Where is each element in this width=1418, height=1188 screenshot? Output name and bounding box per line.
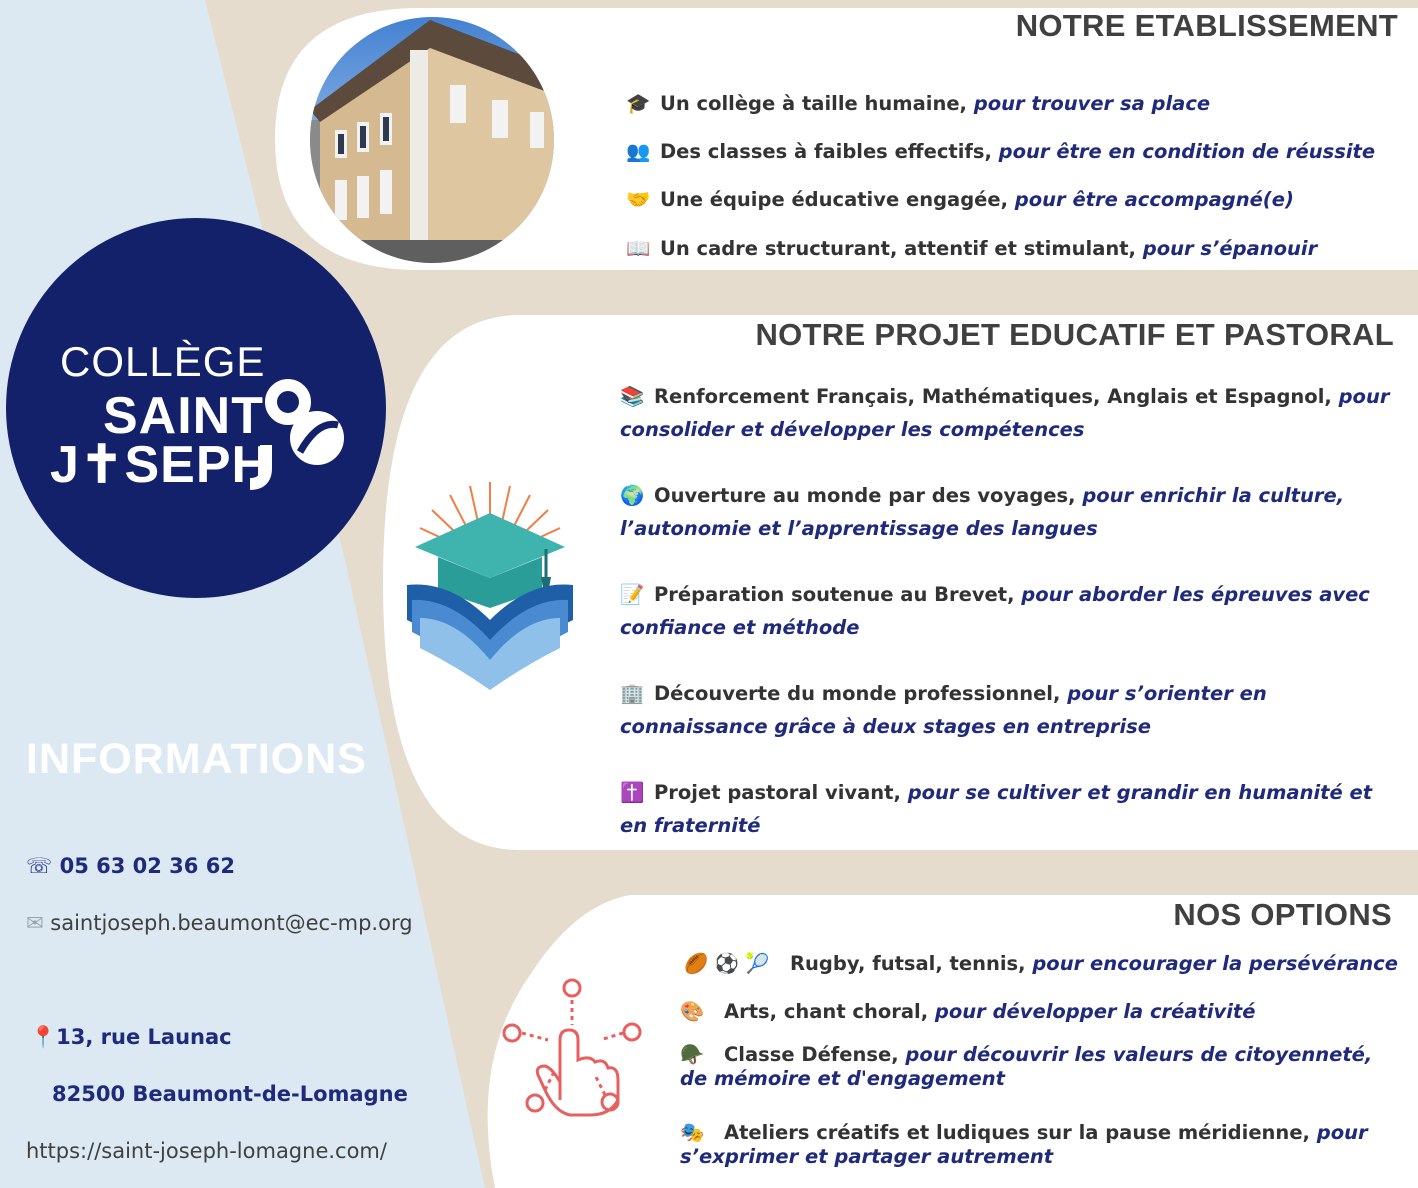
section-title-etablissement: NOTRE ETABLISSEMENT <box>1015 8 1398 43</box>
sports-balls-icon: 🏉 ⚽ 🎾 <box>684 952 770 975</box>
office-building-icon: 🏢 <box>620 682 645 705</box>
cross-icon: ✝️ <box>620 781 645 804</box>
address-line-1: 📍13, rue Launac <box>30 1025 232 1049</box>
list-item: 🏢 Découverte du monde professionnel, pour s’orienter en connaissance grâce à deux stages en entreprise <box>620 677 1400 743</box>
informations-title: INFORMATIONS <box>26 735 367 783</box>
logo-saint-text: SAINT <box>103 387 264 445</box>
phone-icon: ☏ <box>26 854 60 878</box>
list-item: 🏉 ⚽ 🎾 Rugby, futsal, tennis, pour encourager la persévérance <box>684 947 1404 980</box>
list-item: 📚 Renforcement Français, Mathématiques, Anglais et Espagnol, pour consolider et développer les compétences <box>620 380 1400 446</box>
section-title-options: NOS OPTIONS <box>1173 897 1392 932</box>
list-item: 🎭 Ateliers créatifs et ludiques sur la pause méridienne, pour s’exprimer et partager autrement <box>680 1121 1368 1168</box>
envelope-icon: ✉ <box>26 911 51 935</box>
list-item: 📝 Préparation soutenue au Brevet, pour aborder les épreuves avec confiance et méthode <box>620 578 1400 644</box>
list-item: 👥 Des classes à faibles effectifs, pour être en condition de réussite <box>626 135 1406 168</box>
website-link[interactable]: https://saint-joseph-lomagne.com/ <box>26 1139 387 1163</box>
books-icon: 📚 <box>620 385 645 408</box>
logo-college-text: COLLÈGE <box>60 338 266 385</box>
handshake-icon: 🤝 <box>626 188 651 211</box>
list-item: 🎓 Un collège à taille humaine, pour trouver sa place <box>626 87 1406 120</box>
book-icon: 📖 <box>626 237 651 260</box>
location-pin-icon: 📍 <box>30 1025 57 1049</box>
list-item: 🎨 Arts, chant choral, pour développer la créativité <box>680 995 1400 1028</box>
list-item: 🌍 Ouverture au monde par des voyages, pour enrichir la culture, l’autonomie et l’apprentissage des langues <box>620 479 1400 545</box>
section-title-projet: NOTRE PROJET EDUCATIF ET PASTORAL <box>755 317 1394 352</box>
military-helmet-icon: 🪖 <box>680 1043 705 1066</box>
palette-icon: 🎨 <box>680 1000 705 1023</box>
theater-masks-icon: 🎭 <box>680 1121 705 1144</box>
people-icon: 👥 <box>626 140 651 163</box>
email-address[interactable]: ✉ saintjoseph.beaumont@ec-mp.org <box>26 911 413 935</box>
graduation-cap-icon: 🎓 <box>626 92 651 115</box>
list-item: 🤝 Une équipe éducative engagée, pour être accompagné(e) <box>626 183 1406 216</box>
address-line-2: 82500 Beaumont-de-Lomagne <box>52 1082 408 1106</box>
list-item: 📖 Un cadre structurant, attentif et stimulant, pour s’épanouir <box>626 232 1406 265</box>
memo-icon: 📝 <box>620 583 645 606</box>
phone-number: ☏ 05 63 02 36 62 <box>26 854 235 878</box>
list-item: ✝️ Projet pastoral vivant, pour se cultiver et grandir en humanité et en fraternité <box>620 776 1400 842</box>
list-item: 🪖 Classe Défense, pour découvrir les valeurs de citoyenneté, de mémoire et d'engagement <box>680 1043 1373 1090</box>
globe-icon: 🌍 <box>620 484 645 507</box>
logo-joseph-text: J✝SEPH <box>50 436 271 494</box>
